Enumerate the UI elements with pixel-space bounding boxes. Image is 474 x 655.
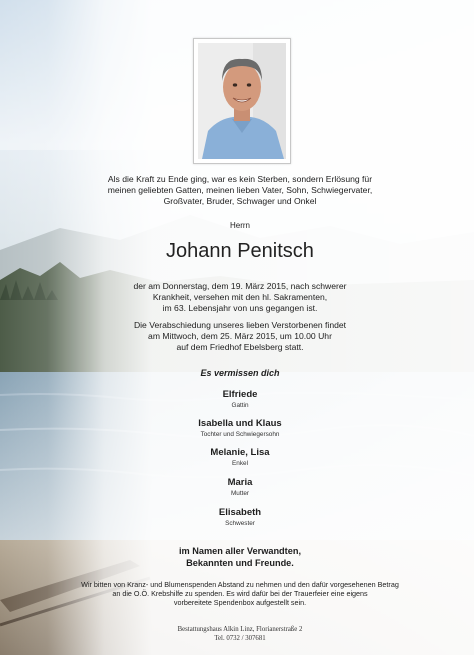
mourner-name: Melanie, Lisa [210, 447, 270, 458]
footer-phone: Tel. 0732 / 307681 [214, 635, 266, 642]
portrait-photo [198, 43, 286, 159]
mourner-name: Maria [227, 477, 253, 488]
closing-line: im Namen aller Verwandten, [178, 546, 302, 556]
mourner-name: Elisabeth [218, 507, 262, 518]
mourner-relation: Mutter [230, 490, 250, 497]
salutation: Herrn [229, 221, 250, 230]
portrait-frame [193, 38, 291, 164]
deceased-name: Johann Penitsch [166, 240, 314, 262]
intro-line: meinen geliebten Gatten, meinen lieben Vater, Sohn, Schwiegervater, [107, 185, 373, 195]
closing-text [90, 545, 390, 569]
donation-line: Wir bitten von Kranz- und Blumenspenden Abstand zu nehmen und den dafür vorgesehenen Betrag [81, 580, 399, 589]
donation-note [80, 580, 400, 607]
tagline: Es vermissen dich [200, 368, 280, 378]
mourner-relation: Enkel [232, 460, 248, 467]
closing-line: Bekannten und Freunde. [186, 558, 294, 568]
mourner-relation: Gattin [231, 402, 249, 409]
mourner-item [140, 477, 340, 498]
footer-address: Bestattungshaus Alkin Linz, Florianerstraße 2 [177, 626, 303, 633]
mourner-item [140, 389, 340, 410]
mourner-relation: Tochter und Schwiegersohn [200, 431, 280, 438]
intro-text [90, 174, 390, 207]
mourner-item [140, 507, 340, 528]
mourner-name: Elfriede [222, 389, 258, 400]
farewell-line: auf dem Friedhof Ebelsberg statt. [176, 342, 304, 352]
donation-line: vorbereitete Spendenbox aufgestellt sein. [173, 598, 307, 607]
death-notice-line: im 63. Lebensjahr von uns gegangen ist. [162, 303, 318, 313]
mourner-name: Isabella und Klaus [198, 418, 282, 429]
mourner-item [140, 418, 340, 439]
death-notice-line: der am Donnerstag, dem 19. März 2015, nach schwerer [133, 281, 347, 291]
intro-line: Als die Kraft zu Ende ging, war es kein Sterben, sondern Erlösung für [107, 174, 373, 184]
farewell-notice [90, 320, 390, 353]
donation-line: an die O.Ö. Krebshilfe zu spenden. Es wird dafür bei der Trauerfeier eine eigens [112, 589, 368, 598]
farewell-line: am Mittwoch, dem 25. März 2015, um 10.00 Uhr [148, 331, 332, 341]
death-notice [90, 281, 390, 314]
mourner-item [140, 447, 340, 468]
mourner-relation: Schwester [225, 520, 255, 527]
funeral-home-footer [90, 625, 390, 643]
intro-line: Großvater, Bruder, Schwager und Onkel [163, 196, 317, 206]
death-notice-line: Krankheit, versehen mit den hl. Sakramenten, [152, 292, 328, 302]
farewell-line: Die Verabschiedung unseres lieben Verstorbenen findet [133, 320, 347, 330]
